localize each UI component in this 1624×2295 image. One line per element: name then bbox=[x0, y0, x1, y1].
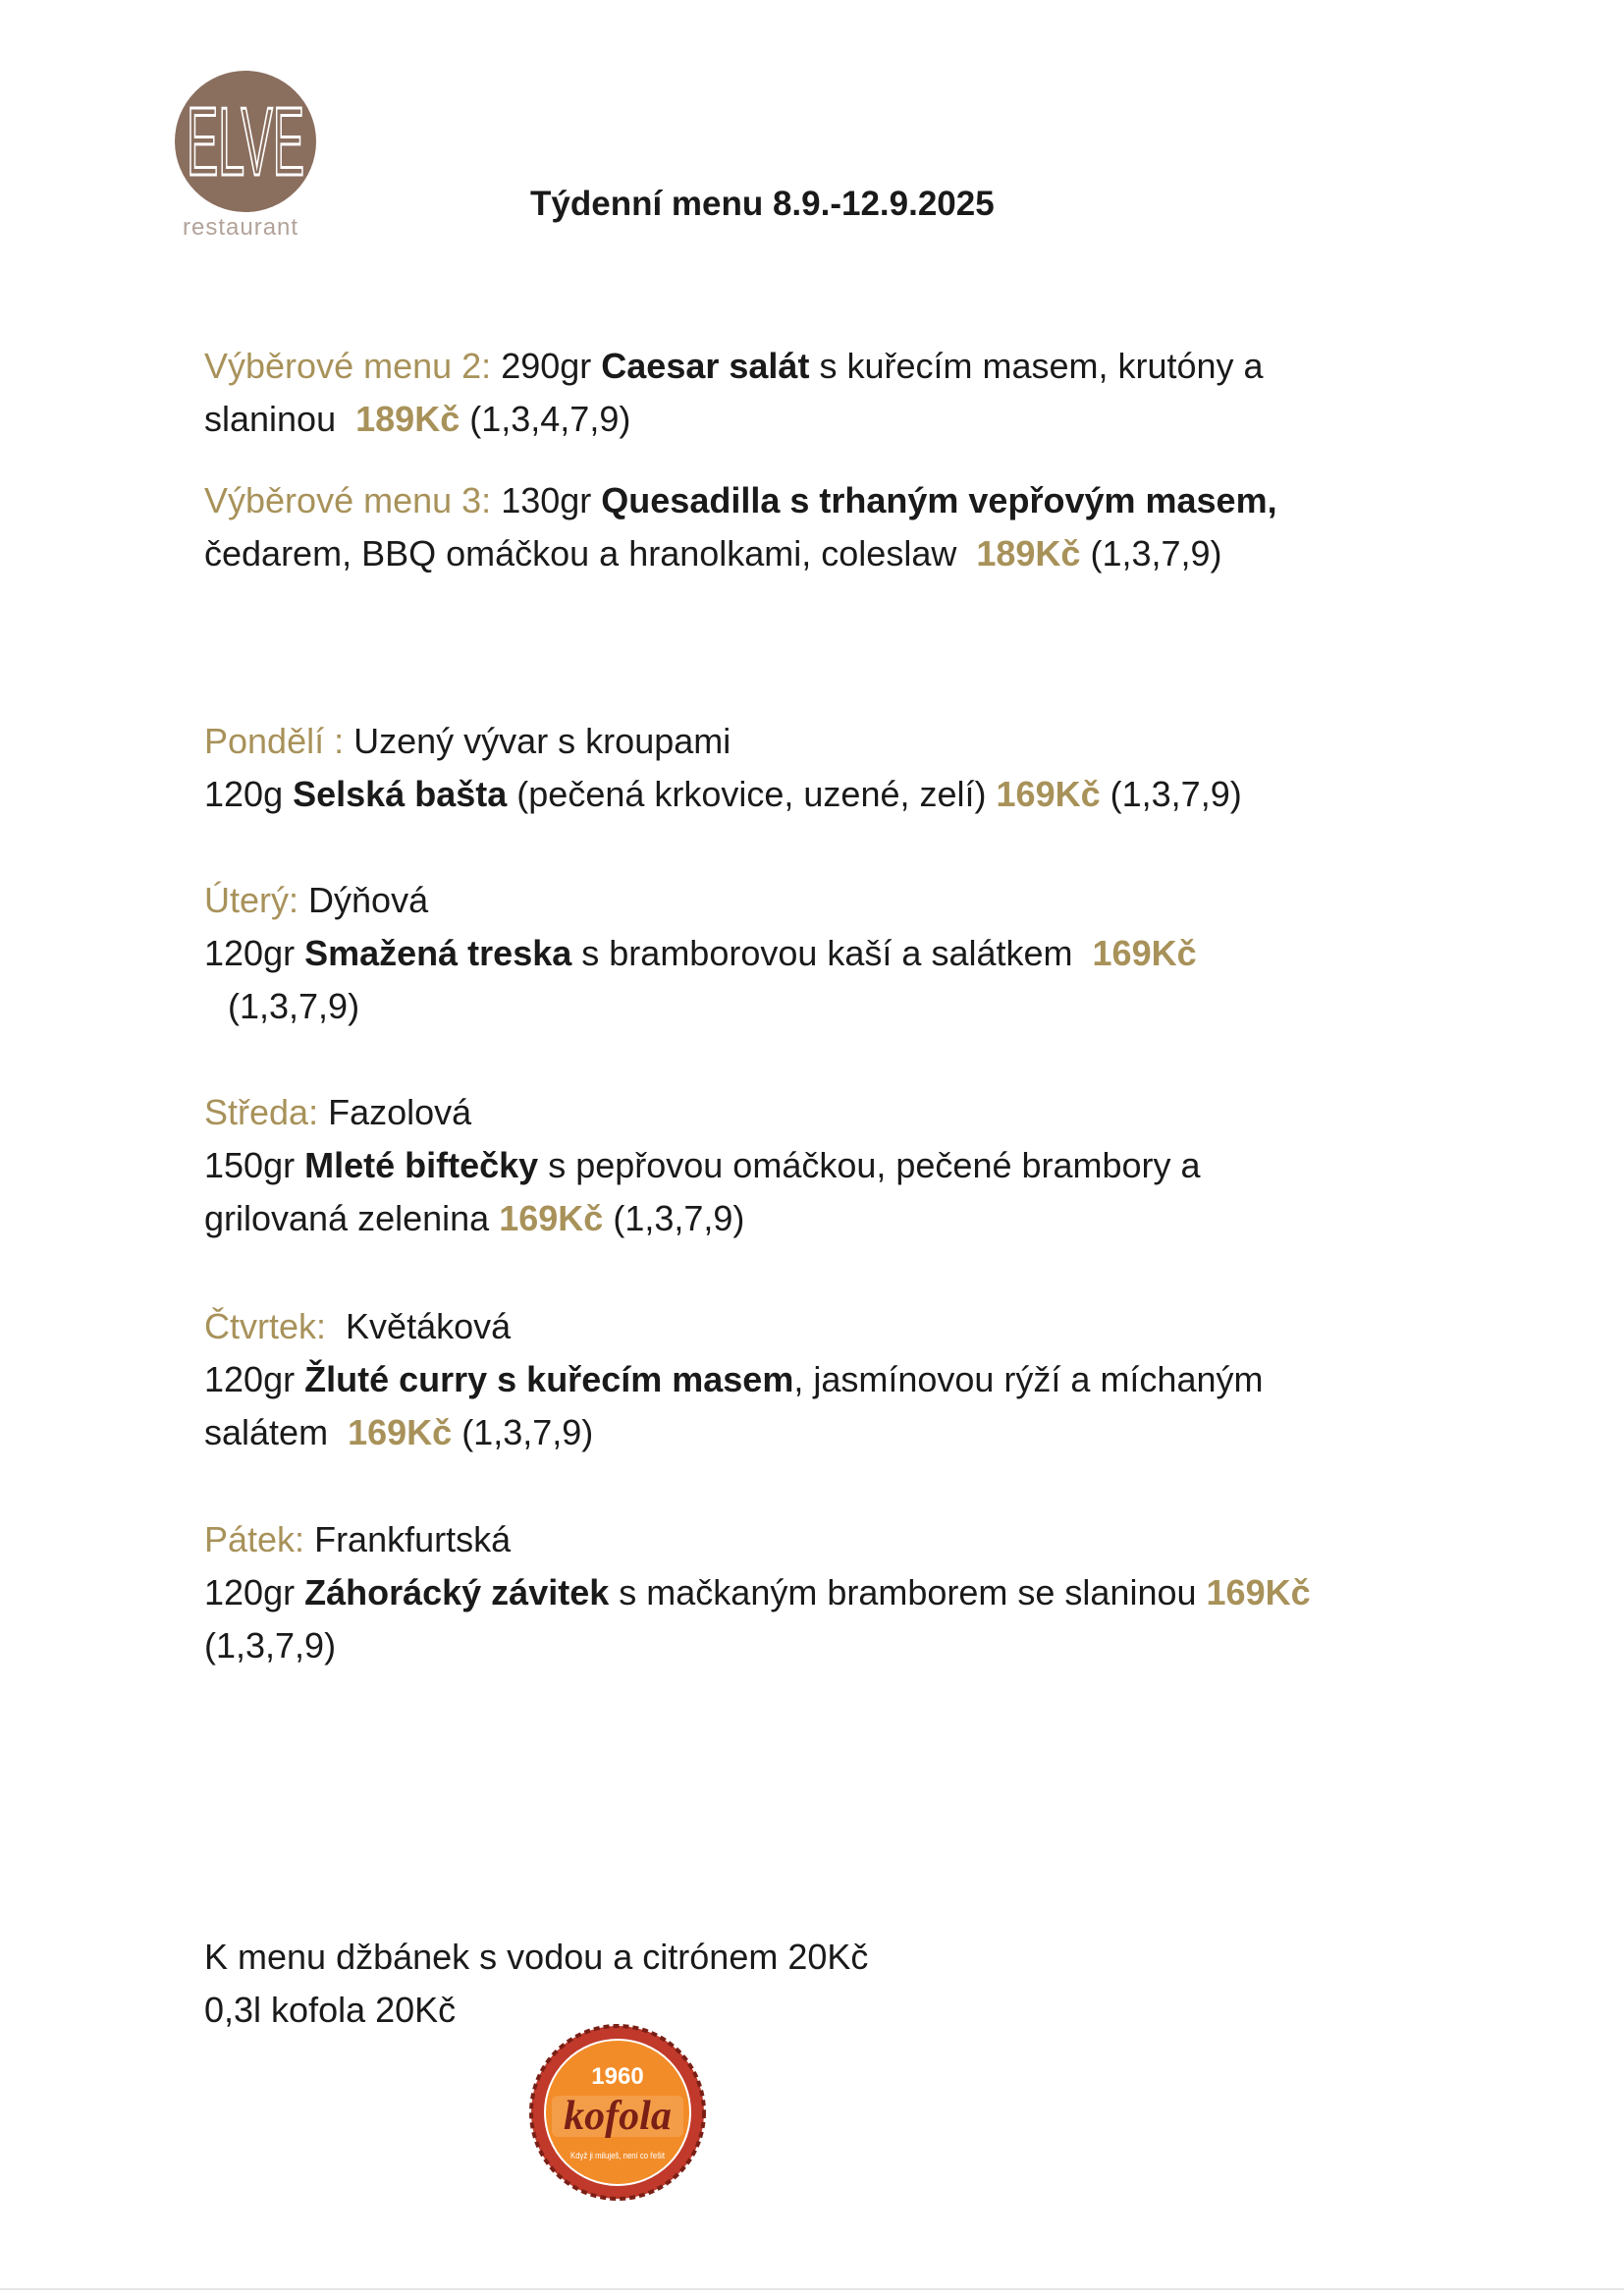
water-line: K menu džbánek s vodou a citrónem 20Kč bbox=[204, 1937, 869, 1977]
allergens: (1,3,7,9) bbox=[1090, 533, 1222, 574]
bottom-border bbox=[0, 2288, 1624, 2290]
allergens: (1,3,7,9) bbox=[1110, 774, 1242, 814]
choice-menu-2: Výběrové menu 2: 290gr Caesar salát s kuřecím masem, krutóny a slaninou 189Kč (1,3,4,7,9) bbox=[204, 346, 1264, 439]
dish-name: Selská bašta bbox=[293, 774, 508, 814]
kofola-line: 0,3l kofola 20Kč bbox=[204, 1990, 457, 2030]
price: 169Kč bbox=[996, 774, 1101, 814]
badge-year: 1960 bbox=[591, 2063, 644, 2090]
dish-name: Smažená treska bbox=[304, 933, 572, 973]
choice-menu-label: Výběrové menu 3: bbox=[204, 480, 492, 520]
allergens: (1,3,7,9) bbox=[204, 1625, 337, 1666]
choice-menu-3: Výběrové menu 3: 130gr Quesadilla s trhaným vepřovým masem, čedarem, BBQ omáčkou a hranolkami, coleslaw 189Kč (1,3,7,9) bbox=[204, 480, 1277, 574]
soup: Dýňová bbox=[308, 880, 429, 920]
day-tuesday: Úterý: Dýňová 120gr Smažená treska s bramborovou kaší a salátkem 169Kč (1,3,7,9) bbox=[204, 880, 1197, 1026]
dish-name: Záhorácký závitek bbox=[304, 1572, 610, 1612]
day-monday: Pondělí : Uzený vývar s kroupami 120g Selská bašta (pečená krkovice, uzené, zelí) 169Kč (1,3,7,9) bbox=[204, 721, 1242, 814]
day-label: Úterý: bbox=[204, 880, 299, 920]
price: 169Kč bbox=[1206, 1572, 1311, 1612]
dish-name: Caesar salát bbox=[601, 346, 810, 386]
page-title: Týdenní menu 8.9.-12.9.2025 bbox=[530, 185, 995, 223]
elve-logo bbox=[169, 69, 326, 216]
choice-menu-label: Výběrové menu 2: bbox=[204, 346, 492, 386]
soup: Uzený vývar s kroupami bbox=[353, 721, 731, 761]
dish-name: Žluté curry s kuřecím masem bbox=[304, 1359, 794, 1399]
logo-text: ELVE bbox=[187, 87, 304, 195]
price: 169Kč bbox=[499, 1198, 604, 1238]
allergens: (1,3,7,9) bbox=[461, 1412, 594, 1452]
price: 169Kč bbox=[348, 1412, 453, 1452]
price: 169Kč bbox=[1092, 933, 1197, 973]
day-label: Čtvrtek: bbox=[204, 1306, 327, 1346]
badge-brand: kofola bbox=[564, 2094, 672, 2139]
price: 189Kč bbox=[355, 399, 460, 439]
day-wednesday: Středa: Fazolová 150gr Mleté biftečky s pepřovou omáčkou, pečené brambory a grilovaná zelenina 169Kč (1,3,7,9) bbox=[204, 1092, 1201, 1238]
allergens: (1,3,7,9) bbox=[228, 986, 360, 1026]
dish-name: Quesadilla s trhaným vepřovým masem, bbox=[601, 480, 1277, 520]
badge-tagline: Když ji miluješ, není co řešit bbox=[570, 2151, 666, 2160]
logo-subtitle: restaurant bbox=[183, 214, 299, 241]
kofola-bottlecap-logo bbox=[526, 2021, 709, 2204]
soup: Frankfurtská bbox=[314, 1519, 512, 1559]
day-label: Pondělí : bbox=[204, 721, 345, 761]
dish-name: Mleté biftečky bbox=[304, 1145, 539, 1185]
day-thursday: Čtvrtek: Květáková 120gr Žluté curry s kuřecím masem, jasmínovou rýží a míchaným salátem 169Kč (1,3,7,9) bbox=[204, 1306, 1264, 1452]
day-label: Středa: bbox=[204, 1092, 319, 1132]
soup: Fazolová bbox=[328, 1092, 472, 1132]
day-friday: Pátek: Frankfurtská 120gr Záhorácký závitek s mačkaným bramborem se slaninou 169Kč (1,3,7,9) bbox=[204, 1519, 1311, 1666]
allergens: (1,3,4,7,9) bbox=[469, 399, 631, 439]
day-label: Pátek: bbox=[204, 1519, 305, 1559]
soup: Květáková bbox=[346, 1306, 512, 1346]
allergens: (1,3,7,9) bbox=[613, 1198, 745, 1238]
price: 189Kč bbox=[976, 533, 1081, 574]
